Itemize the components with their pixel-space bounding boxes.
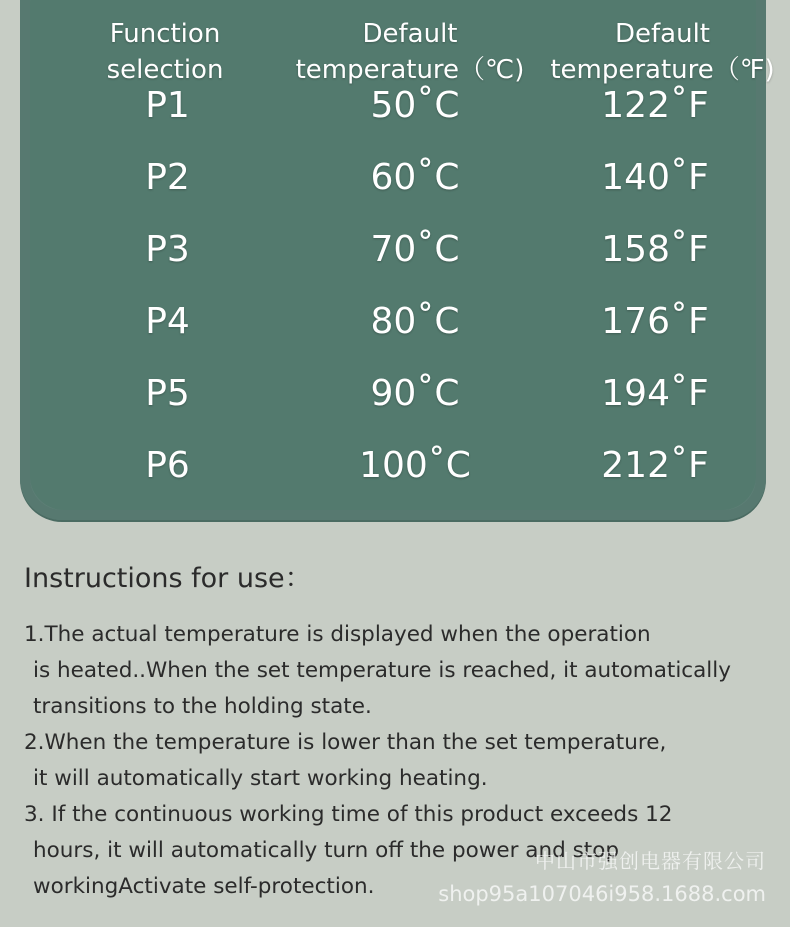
row-4-function: P4 <box>145 301 190 342</box>
instruction-line-1: 1.The actual temperature is displayed when the operation <box>24 622 651 647</box>
row-5-fahrenheit: 194˚F <box>601 373 709 414</box>
instructions-title: Instructions for use： <box>24 563 312 594</box>
row-6-function: P6 <box>145 445 190 486</box>
row-3-function: P3 <box>145 229 190 270</box>
watermark-shop-url: shop95a107046i958.1688.com <box>438 882 766 906</box>
row-6-fahrenheit: 212˚F <box>601 445 709 486</box>
instruction-line-4: 2.When the temperature is lower than the set temperature, <box>24 730 667 755</box>
header-default-fahrenheit <box>540 16 785 88</box>
watermark-company: 中山市强创电器有限公司 <box>535 849 766 873</box>
header-celsius-line1: Default <box>362 19 458 49</box>
header-function-selection <box>90 16 240 88</box>
row-1-function: P1 <box>145 85 190 126</box>
row-3-celsius: 70˚C <box>370 229 460 270</box>
instruction-line-2: is heated..When the set temperature is reached, it automatically <box>33 658 731 683</box>
row-2-celsius: 60˚C <box>370 157 460 198</box>
temperature-table <box>30 0 775 510</box>
row-5-celsius: 90˚C <box>370 373 460 414</box>
header-function-line2: selection <box>106 55 224 85</box>
row-2-fahrenheit: 140˚F <box>601 157 709 198</box>
header-function-line1: Function <box>109 19 221 49</box>
row-2-function: P2 <box>145 157 190 198</box>
header-fahrenheit-line1: Default <box>615 19 710 49</box>
row-6-celsius: 100˚C <box>359 445 471 486</box>
row-3-fahrenheit: 158˚F <box>601 229 709 270</box>
header-default-celsius <box>285 16 535 88</box>
instruction-line-3: transitions to the holding state. <box>33 694 372 719</box>
row-1-fahrenheit: 122˚F <box>601 85 709 126</box>
instruction-line-8: workingActivate self-protection. <box>33 874 375 899</box>
header-fahrenheit-line2: temperature（℉) <box>550 55 775 85</box>
row-5-function: P5 <box>145 373 190 414</box>
temperature-table-panel <box>20 0 775 520</box>
header-celsius-line2: temperature（℃) <box>295 55 525 85</box>
instruction-line-7: hours, it will automatically turn off the power and stop <box>33 838 620 863</box>
row-4-celsius: 80˚C <box>370 301 460 342</box>
instruction-line-6: 3. If the continuous working time of this product exceeds 12 <box>24 802 673 827</box>
row-4-fahrenheit: 176˚F <box>601 301 709 342</box>
instruction-line-5: it will automatically start working heating. <box>33 766 488 791</box>
row-1-celsius: 50˚C <box>370 85 460 126</box>
